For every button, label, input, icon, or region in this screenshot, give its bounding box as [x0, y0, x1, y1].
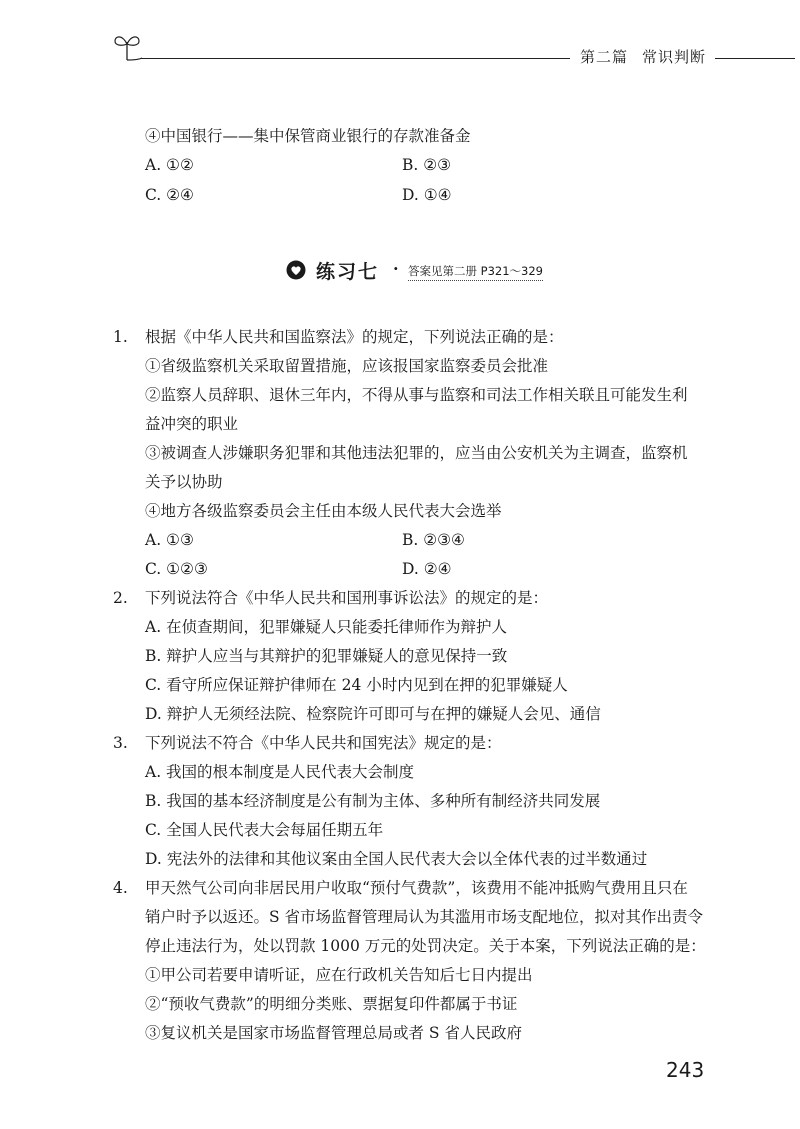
option-line: C. 看守所应保证辩护律师在 24 小时内见到在押的犯罪嫌疑人 — [145, 676, 568, 694]
question-line: ②监察人员辞职、退休三年内，不得从事与监察和司法工作相关联且可能发生利 — [145, 386, 688, 404]
option-line: A. 我国的根本制度是人民代表大会制度 — [145, 763, 415, 781]
option-b: B. ②③④ — [402, 531, 465, 549]
option-line: D. 宪法外的法律和其他议案由全国人民代表大会以全体代表的过半数通过 — [145, 850, 648, 868]
option-d: D. ①④ — [402, 186, 452, 204]
question-line: 停止违法行为，处以罚款 1000 万元的处罚决定。关于本案，下列说法正确的是： — [145, 937, 706, 955]
option-a: A. ①② — [145, 156, 194, 174]
question-number: 1. — [113, 328, 128, 346]
header-section: 常识判断 — [642, 48, 707, 66]
header-part: 第二篇 — [580, 48, 629, 66]
heart-badge-icon — [286, 260, 306, 280]
question-number: 3. — [113, 734, 128, 752]
question-line: 下列说法不符合《中华人民共和国宪法》规定的是： — [145, 734, 502, 752]
question-line: ①甲公司若要申请听证，应在行政机关告知后七日内提出 — [145, 966, 533, 984]
header-rule-left — [140, 58, 570, 59]
question-number: 2. — [113, 589, 128, 607]
question-number: 4. — [113, 879, 128, 897]
question-line: ①省级监察机关采取留置措施，应该报国家监察委员会批准 — [145, 357, 549, 375]
option-c: C. ②④ — [145, 186, 194, 204]
option-a: A. ①③ — [145, 531, 194, 549]
question-line: 关予以协助 — [145, 473, 223, 491]
option-d: D. ②④ — [402, 560, 452, 578]
option-b: B. ②③ — [402, 156, 452, 174]
option-line: D. 辩护人无须经法院、检察院许可即可与在押的嫌疑人会见、通信 — [145, 705, 601, 723]
option-line: C. 全国人民代表大会每届任期五年 — [145, 821, 384, 839]
carryover-item4: ④中国银行——集中保管商业银行的存款准备金 — [145, 127, 471, 145]
question-line: 根据《中华人民共和国监察法》的规定，下列说法正确的是： — [145, 328, 564, 346]
question-line: 益冲突的职业 — [145, 415, 239, 433]
option-line: A. 在侦查期间，犯罪嫌疑人只能委托律师作为辩护人 — [145, 618, 508, 636]
option-line: B. 辩护人应当与其辩护的犯罪嫌疑人的意见保持一致 — [145, 647, 508, 665]
answer-reference: 答案见第二册 P321～329 — [408, 263, 543, 281]
section-title: 练习七 — [316, 261, 380, 283]
question-line: ④地方各级监察委员会主任由本级人民代表大会选举 — [145, 502, 502, 520]
question-line: ③被调查人涉嫌职务犯罪和其他违法犯罪的，应当由公安机关为主调查，监察机 — [145, 444, 688, 462]
header-rule-right — [715, 58, 795, 59]
question-line: ③复议机关是国家市场监督管理总局或者 S 省人民政府 — [145, 1024, 522, 1042]
question-line: 下列说法符合《中华人民共和国刑事诉讼法》的规定的是： — [145, 589, 549, 607]
option-c: C. ①②③ — [145, 560, 208, 578]
question-line: ②“预收气费款”的明细分类账、票据复印件都属于书证 — [145, 995, 518, 1013]
question-line: 甲天然气公司向非居民用户收取“预付气费款”，该费用不能冲抵购气费用且只在 — [145, 879, 688, 897]
option-line: B. 我国的基本经济制度是公有制为主体、多种所有制经济共同发展 — [145, 792, 601, 810]
sprout-icon — [112, 30, 142, 62]
running-header — [580, 46, 706, 67]
page-number: 243 — [666, 1058, 705, 1082]
section-dot: · — [393, 259, 399, 278]
question-line: 销户时予以返还。S 省市场监督管理局认为其滥用市场支配地位，拟对其作出责令 — [145, 908, 704, 926]
